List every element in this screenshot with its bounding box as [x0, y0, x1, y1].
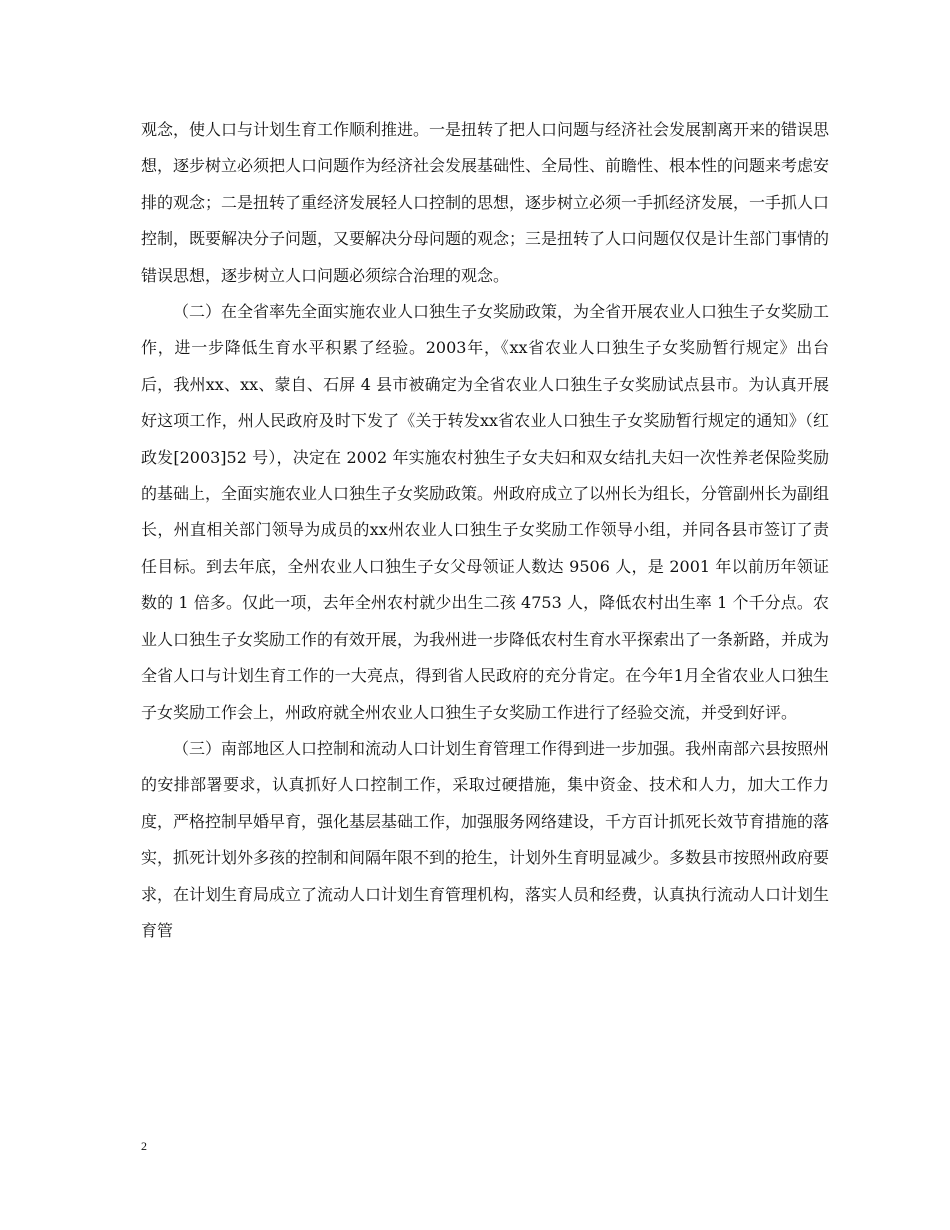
page-number: 2 [141, 1139, 147, 1153]
paragraph-1: 观念，使人口与计划生育工作顺利推进。一是扭转了把人口问题与经济社会发展割离开来的错误思想，逐步树立必须把人口问题作为经济社会发展基础性、全局性、前瞻性、根本性的问题来考虑安排的观念；二是扭转了重经济发展轻人口控制的思想，逐步树立必须一手抓经济发展，一手抓人口控制，既要解决分子问题，又要解决分母问题的观念；三是扭转了人口问题仅仅是计生部门事情的错误思想，逐步树立人口问题必须综合治理的观念。 [141, 120, 830, 285]
paragraph-2: （二）在全省率先全面实施农业人口独生子女奖励政策，为全省开展农业人口独生子女奖励工作，进一步降低生育水平积累了经验。2003年，《xx省农业人口独生子女奖励暂行规定》出台后，我州xx、xx、蒙自、石屏 4 县市被确定为全省农业人口独生子女奖励试点县市。为认真开展好这项工作，州人民政府及时下发了《关于转发xx省农业人口独生子女奖励暂行规定的通知》（红政发[2003]52 号），决定在 2002 年实施农村独生子女夫妇和双女结扎夫妇一次性养老保险奖励的基础上，全面实施农业人口独生子女奖励政策。州政府成立了以州长为组长，分管副州长为副组长，州直相关部门领导为成员的xx州农业人口独生子女奖励工作领导小组，并同各县市签订了责任目标。到去年底，全州农业人口独生子女父母领证人数达 9506 人，是 2001 年以前历年领证数的 1 倍多。仅此一项，去年全州农村就少出生二孩 4753 人，降低农村出生率 1 个千分点。农业人口独生子女奖励工作的有效开展，为我州进一步降低农村生育水平探索出了一条新路，并成为全省人口与计划生育工作的一大亮点，得到省人民政府的充分肯定。在今年1月全省农业人口独生子女奖励工作会上，州政府就全州农业人口独生子女奖励工作进行了经验交流，并受到好评。 [141, 302, 830, 722]
paragraph-3: （三）南部地区人口控制和流动人口计划生育管理工作得到进一步加强。我州南部六县按照州的安排部署要求，认真抓好人口控制工作，采取过硬措施，集中资金、技术和人力，加大工作力度，严格控制早婚早育，强化基层基础工作，加强服务网络建设，千方百计抓死长效节育措施的落实，抓死计划外多孩的控制和间隔年限不到的抢生，计划外生育明显减少。多数县市按照州政府要求，在计划生育局成立了流动人口计划生育管理机构，落实人员和经费，认真执行流动人口计划生育管 [141, 738, 830, 940]
document-body [141, 112, 829, 949]
